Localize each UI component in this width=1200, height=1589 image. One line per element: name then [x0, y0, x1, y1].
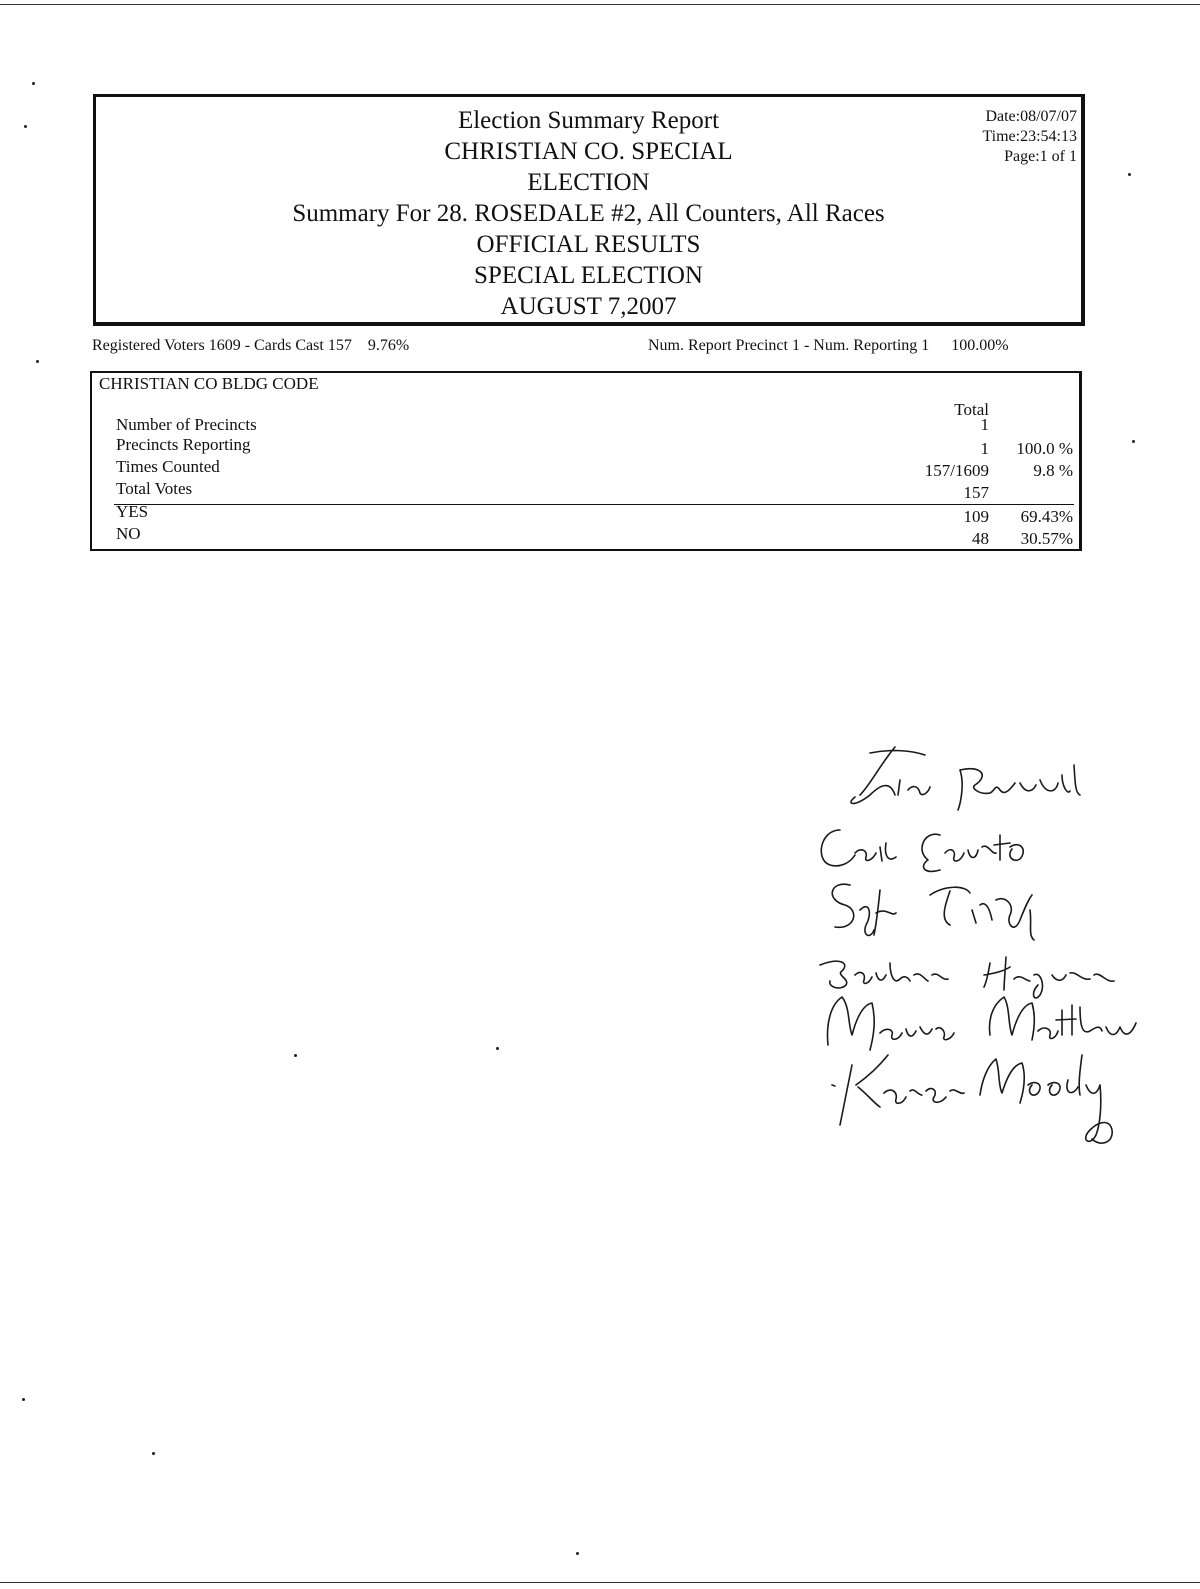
stat-percent: 9.8 % — [1033, 461, 1073, 480]
scan-speck — [576, 1552, 579, 1555]
stat-row — [92, 480, 1079, 502]
stat-value: 157/1609 — [924, 461, 989, 480]
report-title-block — [96, 105, 1081, 322]
report-meta — [982, 107, 1077, 167]
stat-value: 157 — [963, 483, 989, 502]
choice-label: YES — [116, 502, 149, 521]
scan-speck — [152, 1452, 155, 1455]
report-page: Page:1 of 1 — [1004, 148, 1077, 165]
choice-label: NO — [116, 524, 141, 543]
registered-voters: Registered Voters 1609 - Cards Cast 157 — [92, 337, 352, 354]
scan-speck — [1128, 173, 1131, 176]
stat-row — [92, 436, 1079, 458]
race-title: CHRISTIAN CO BLDG CODE — [99, 374, 319, 393]
choice-votes: 109 — [963, 507, 989, 526]
election-date: AUGUST 7,2007 — [500, 293, 677, 320]
summary-scope: Summary For 28. ROSEDALE #2, All Counters, All Races — [292, 200, 885, 227]
choice-percent: 30.57% — [1020, 529, 1073, 548]
stat-value: 1 — [980, 439, 989, 458]
scan-edge-top — [0, 4, 1200, 5]
report-time: Time:23:54:13 — [982, 128, 1077, 145]
election-type: SPECIAL ELECTION — [474, 262, 703, 289]
total-column-header: Total — [954, 400, 989, 419]
scan-speck — [32, 82, 35, 85]
report-title: Election Summary Report — [457, 107, 720, 134]
stat-row — [92, 414, 1079, 436]
election-label: ELECTION — [527, 169, 650, 196]
scan-speck — [1132, 440, 1135, 443]
signature-4 — [820, 957, 1114, 998]
scan-speck — [24, 125, 27, 128]
precinct-summary — [648, 337, 1009, 355]
choice-row — [92, 501, 1079, 526]
signature-5 — [828, 997, 1136, 1050]
signature-3 — [832, 884, 1034, 940]
scan-edge-bottom — [0, 1582, 1200, 1583]
stat-percent: 100.0 % — [1016, 439, 1073, 458]
signatures-block — [800, 735, 1160, 1145]
choice-votes: 48 — [972, 529, 989, 548]
scan-speck — [294, 1054, 297, 1057]
results-status: OFFICIAL RESULTS — [476, 231, 701, 258]
reporting-percent: 100.00% — [951, 337, 1009, 354]
signature-6 — [832, 1055, 1112, 1143]
stat-label: Total Votes — [116, 479, 193, 498]
signature-1 — [851, 747, 1080, 810]
precinct-report: Num. Report Precinct 1 - Num. Reporting 1 — [648, 337, 930, 354]
choice-row — [92, 523, 1079, 548]
signature-2 — [821, 830, 1023, 871]
scan-speck — [22, 1398, 25, 1401]
stat-label: Precincts Reporting — [116, 435, 251, 454]
county-name: CHRISTIAN CO. SPECIAL — [444, 138, 733, 165]
stat-label: Times Counted — [116, 457, 220, 476]
turnout-percent: 9.76% — [367, 337, 410, 354]
stat-value: 1 — [980, 415, 989, 434]
stat-row — [92, 458, 1079, 480]
report-date: Date:08/07/07 — [985, 108, 1077, 125]
scan-speck — [496, 1047, 499, 1050]
choice-percent: 69.43% — [1020, 507, 1073, 526]
scan-speck — [36, 360, 39, 363]
turnout-summary — [92, 337, 409, 355]
race-results-box — [90, 371, 1082, 551]
stat-label: Number of Precincts — [116, 415, 257, 434]
report-header-box — [93, 94, 1085, 326]
